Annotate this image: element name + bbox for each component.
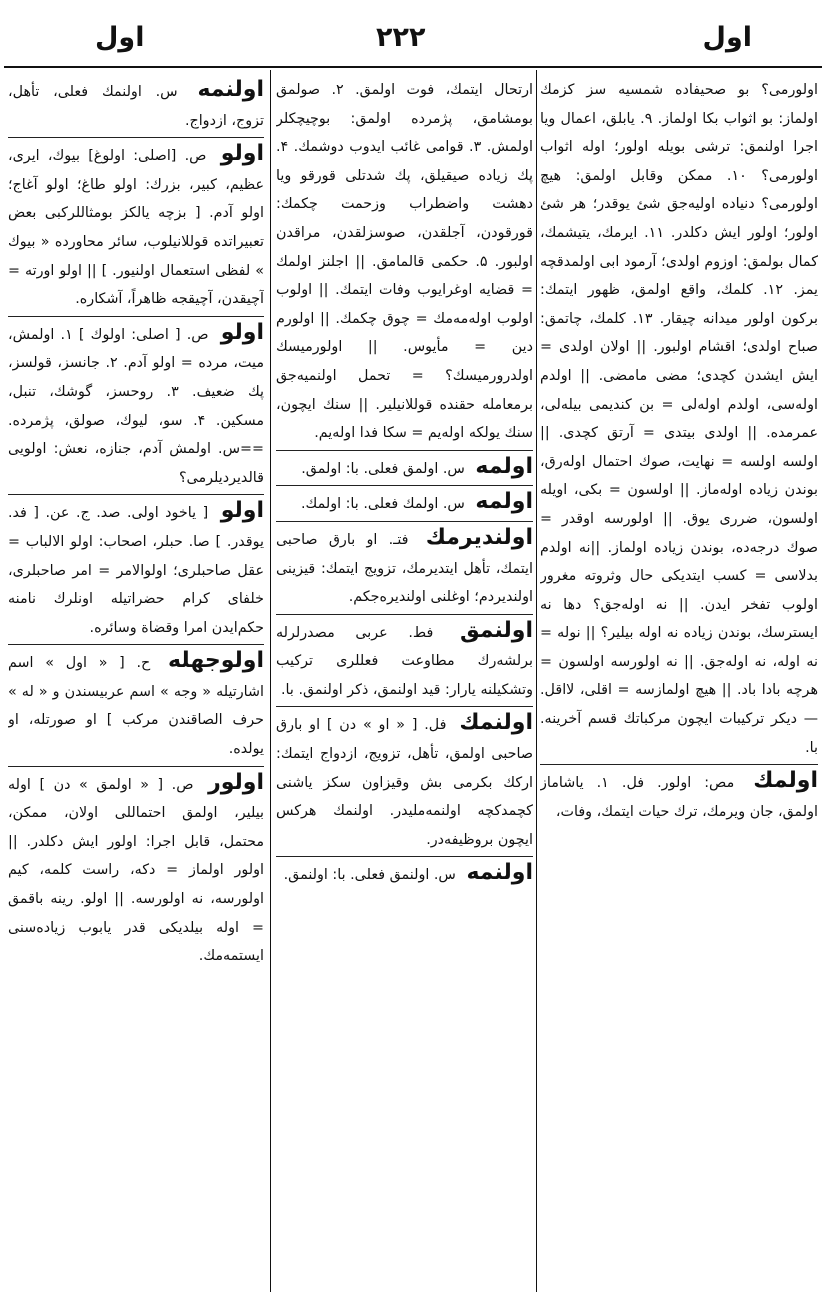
- entry-definition: س. اولنمك فعلى، تأهل، تزوج، ازدواج.: [8, 84, 264, 129]
- dictionary-entry: [276, 859, 533, 892]
- column-middle: [276, 76, 533, 1291]
- entry-headword: اولنمه: [466, 860, 533, 886]
- entry-definition: ص. [ اصلى: اولوك ] ۱. اولمش، ميت، مرده = اولو آدم. ۲. جانسز، قولسز، پك ضعيف. ۳. روحسز، گوشك، تنبل، مسكين. ۴. سو، ليوك، صولق، پژمرده. ==س. اولمش آدم، جنازه، نعش: اولويى قالديرديلرمى؟: [8, 326, 264, 486]
- column-divider-left: [270, 70, 271, 1292]
- entry-headword: اولنمك: [459, 710, 533, 736]
- entry-headword: اولو: [220, 141, 264, 167]
- entry-headword: اولمك: [753, 768, 818, 794]
- dictionary-entry: [276, 524, 533, 615]
- entry-headword: اولوجهله: [168, 648, 264, 674]
- page-header: [0, 0, 840, 62]
- entry-headword: اولو: [220, 498, 264, 524]
- entry-definition: فل. [ « او » دن ] او بارق صاحبى اولمق، تأهل، تزويج، ازدواج ايتمك: اركك بكرمى بش وقيزاون سكز ياشنى كچمدكچه اولنمه‌مليدر. اولنمك هركس ايچون بروظيفه‌در.: [276, 717, 533, 848]
- dictionary-entry: [8, 140, 264, 317]
- dictionary-entry: [8, 497, 264, 645]
- column-right: [540, 76, 818, 1291]
- dictionary-entry: [276, 488, 533, 522]
- page-number: ۲۲۲: [376, 22, 426, 53]
- entry-definition: س. اولمك فعلى. با: اولمك.: [300, 496, 465, 513]
- dictionary-entry: [8, 76, 264, 138]
- entry-definition: فتـ. او بارق صاحبى ايتمك، تأهل ايتديرمك، تزويج ايتمك: قيزينى اولنديردم؛ اوغلنى اولنديره‌جكم.: [276, 531, 533, 606]
- dictionary-entry: [8, 647, 264, 766]
- dictionary-entry: [540, 76, 818, 765]
- column-divider-right: [536, 70, 537, 1292]
- header-rule: [4, 66, 822, 68]
- entry-definition: مص: اولور. فل. ۱. ياشاماز اولمق، جان ويرمك، ترك حيات ايتمك، وفات،: [540, 775, 818, 820]
- entry-definition: ارتحال ايتمك، فوت اولمق. ۲. صولمق بومشامق، پژمرده اولمق: بوچيچكلر اولمش. ۳. قوامى غائب ايدوب دوشمك. ۴. پك زياده صيقيلق، پك شدتلى قورقو ويا دهشت واضطراب وزحمت چكمك: قورقودن، آجلقدن، صوسزلقدن، مراقدن اولبور. ۵. حكمى قالمامق. || اجلنز اولمك = قضايه اوغرايوب وفات ايتمك. || اولوب اولوب اوله‌مه‌مك = چوق چكمك. || اولورم دين = مأيوس. || اولورميسك اولدرورميسك؟ = تحمل اولنميه‌جق برمعامله حقنده قوللانيلير. || سنك ايچون، سنك يولكه اوله‌يم = سكا فدا اوله‌يم.: [276, 82, 533, 442]
- entry-definition: ص. [ « اولمق » دن ] اوله بيلير، اولمق احتماللى اولان، ممكن، محتمل، قابل اجرا: اولور ايش دكلدر. || اولور اولماز = دكه، راست كلمه، كيم اولورسه، نه اولورسه. || اولو. رينه باقمق = اوله بيلديكى قدر يابوب زياده‌سنى ايستمه‌مك.: [8, 776, 264, 965]
- entry-definition: ص. [اصلى: اولوغ] بيوك، ايرى، عظيم، كبير، بزرك: اولو طاغ؛ اولو آغاج؛ اولو آدم. [ بزچه يالكز بومثاللركبى بعض تعبيراتده قوللانيلوب، سائر محاورده « بيوك » لفظى استعمال اولنيور. ] || اولو اورته = آچيقدن، آچيقجه ظاهراً، آشكاره.: [8, 148, 264, 308]
- entry-definition: اولورمى؟ بو صحيفاده شمسيه سز كزمك اولماز: بو اثواب بكا اولماز. ۹. يابلق، اعمال ويا اجرا اولنمق: ترشى بويله اولور؛ اوله اثواب اولورمى؟ ۱۰. ممكن وقابل اولمق: هيچ اولورمى؟ دنياده اوليه‌جق شئ يوقدر؛ هر شئ اولور؛ اولور ايش دكلدر. ۱۱. ايرمك، يتيشمك، كمال بولمق: اوزوم اولدى؛ آرمود ابى اولمدقچه يمز. ۱۲. كلمك، واقع اولمق، ظهور ايتمك: بركون اولور ميدانه چيقار. ۱۳. كلمك، چاتمق: صباح اولدى؛ اقشام اولبور. || اولان اولدى = ايش ايشدن كچدى؛ مضى مامضى. || اولدم اوله‌سى، اولدم اوله‌لى = بن كنديمى بيله‌لى، عمرمده. || اولدى بيتدى = آرتق كچدى. || اولسه اولسه = نهايت، صوك احتمال اوله‌رق، بوندن زياده اوله‌ماز. || اولسون = بكى، اويله اولسون، ضررى يوق. || اولورسه اوقدر = صوك درجه‌ده، بوندن زياده اولماز. ||نه اولدم بدلاسى = كسب ايتديكى حال وثروته مغرور اولوب تفخر ايدن. || نه اوله‌جق؟ دها نه ايسترسك، بوندن زياده نه اوله بيلير؟ || نوله = نه اوله، نه اوله‌جق. || نه اولورسه اولسون = هرچه بادا باد. || هيچ اولمازسه = اقلى، لااقل. — ديكر تركيبات ايچون مركباتك قسم آخرينه. با.: [540, 82, 818, 756]
- dictionary-entry: [276, 617, 533, 708]
- running-head-left: اول: [95, 22, 145, 53]
- dictionary-entry: [8, 319, 264, 496]
- entry-definition: ح. [ « اول » اسم اشارتيله « وجه » اسم عربيسندن و « له » حرف الصاقندن مركب ] او صورتله، او يولده.: [8, 655, 264, 758]
- dictionary-entry: [540, 767, 818, 828]
- entry-definition: س. اولمق فعلى. با: اولمق.: [301, 460, 465, 477]
- dictionary-entry: [276, 709, 533, 857]
- column-left: [8, 76, 264, 1291]
- dictionary-entry: [276, 453, 533, 487]
- dictionary-entry: [8, 769, 264, 973]
- entry-headword: اولنديرمك: [425, 524, 533, 550]
- entry-definition: س. اولنمق فعلى. با: اولنمق.: [283, 867, 456, 884]
- running-head-right: اول: [702, 22, 752, 53]
- entry-headword: اولمه: [475, 453, 533, 479]
- entry-headword: اولنمه: [197, 77, 264, 102]
- entry-headword: اولور: [208, 769, 264, 795]
- entry-definition: [ ياخود اولى. صد. ج. عن. [ فد. يوقدر. ] صا. حبلر، اصحاب: اولو الالباب = عقل صاحبلرى؛ اولوالامر = امر صاحبلرى، خلفاى كرام حضراتيله اونلرك نامنه حكم‌ايدن امرا وقضاة وسائره.: [8, 505, 264, 636]
- dictionary-entry: [276, 76, 533, 451]
- entry-headword: اولنمق: [459, 617, 533, 643]
- entry-headword: اولمه: [475, 489, 533, 515]
- entry-headword: اولو: [220, 319, 264, 345]
- entry-definition: فط. عربى مصدرلرله برلشه‌رك مطاوعت فعللرى تركيب وتشكيلنه يارار: قيد اولنمق، ذكر اولنمق. با.: [276, 624, 533, 698]
